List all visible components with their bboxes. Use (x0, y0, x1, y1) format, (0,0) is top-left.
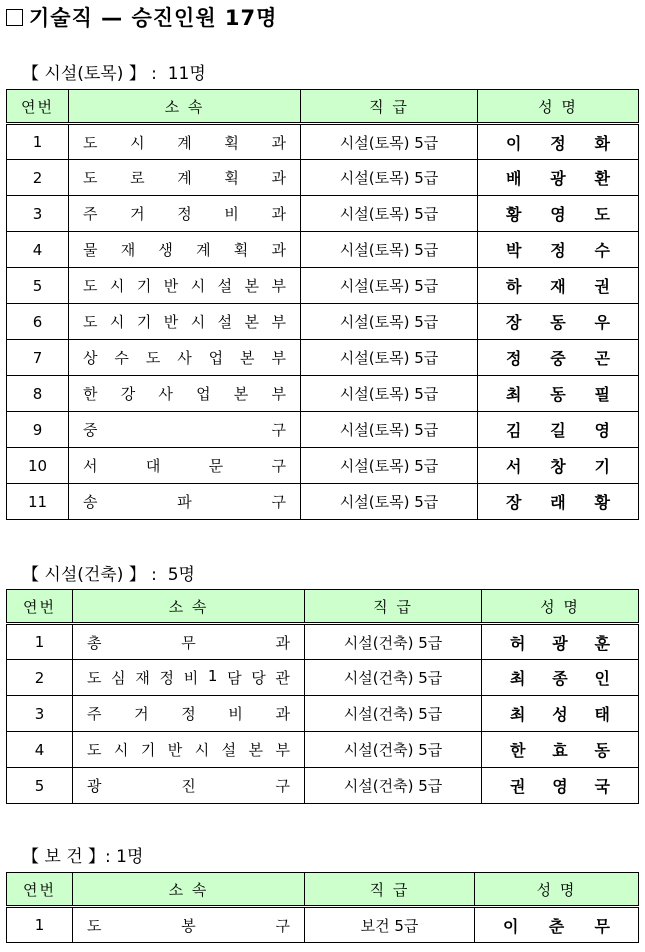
table-row (7, 268, 639, 304)
header-department: 소 속 (73, 590, 305, 624)
person-name: 황 영 도 (506, 205, 610, 224)
department-cell (69, 124, 301, 160)
section-heading-health: 【 보 건 】: 1명 (22, 847, 144, 867)
grade-cell: 보건 5급 (305, 907, 475, 943)
grade-cell: 시설(토목) 5급 (301, 340, 478, 376)
grade-cell: 시설(토목) 5급 (301, 304, 478, 340)
grade-cell: 시설(건축) 5급 (305, 732, 482, 768)
grade-cell: 시설(토목) 5급 (301, 376, 478, 412)
header-grade: 직 급 (301, 90, 478, 124)
name-cell (482, 624, 639, 660)
name-cell (478, 160, 639, 196)
table-header-row (7, 90, 639, 124)
department-text: 도 로 계 획 과 (83, 169, 286, 187)
department-text: 도 시 기 반 시 설 본 부 (83, 313, 286, 331)
row-number: 5 (7, 768, 73, 804)
table-row (7, 124, 639, 160)
header-grade: 직 급 (305, 873, 475, 907)
name-cell (478, 268, 639, 304)
person-name: 허 광 훈 (510, 633, 610, 653)
department-cell (73, 768, 305, 804)
grade-cell: 시설(건축) 5급 (305, 624, 482, 660)
department-cell (73, 624, 305, 660)
table-header-row (7, 873, 639, 907)
person-name: 장 동 우 (506, 313, 610, 332)
department-text: 한 강 사 업 본 부 (83, 385, 286, 403)
department-text: 서 대 문 구 (83, 457, 286, 475)
grade-cell: 시설(토목) 5급 (301, 448, 478, 484)
department-cell (69, 340, 301, 376)
department-cell (73, 696, 305, 732)
header-grade: 직 급 (305, 590, 482, 624)
health-table (6, 872, 639, 943)
department-text: 도 시 계 획 과 (83, 133, 286, 152)
grade-cell: 시설(건축) 5급 (305, 768, 482, 804)
row-number: 5 (7, 268, 69, 304)
person-name: 김 길 영 (506, 421, 610, 440)
name-cell (478, 484, 639, 520)
person-name: 박 정 수 (506, 241, 610, 260)
section-heading-civil: 【 시설(토목) 】 : 11명 (22, 64, 206, 84)
name-cell (475, 907, 639, 943)
grade-cell: 시설(토목) 5급 (301, 196, 478, 232)
person-name: 배 광 환 (506, 169, 610, 188)
table-row (7, 624, 639, 660)
header-number: 연번 (7, 90, 69, 124)
section-heading-architecture: 【 시설(건축) 】 : 5명 (22, 565, 195, 585)
department-text: 도 시 기 반 시 설 본 부 (83, 277, 286, 295)
table-row (7, 196, 639, 232)
department-text: 물 재 생 계 획 과 (83, 241, 286, 259)
table-row (7, 412, 639, 448)
table-row (7, 376, 639, 412)
person-name: 이 춘 무 (503, 916, 610, 936)
department-text: 도 심 재 정 비 1 담 당 관 (87, 667, 290, 687)
row-number: 4 (7, 732, 73, 768)
header-department: 소 속 (69, 90, 301, 124)
header-department: 소 속 (73, 873, 305, 907)
department-cell (69, 232, 301, 268)
table-row (7, 696, 639, 732)
table-row (7, 732, 639, 768)
page-title-text: 기술직 — 승진인원 17명 (29, 6, 278, 30)
table-row (7, 448, 639, 484)
row-number: 4 (7, 232, 69, 268)
department-cell (69, 484, 301, 520)
grade-cell: 시설(토목) 5급 (301, 232, 478, 268)
row-number: 1 (7, 907, 73, 943)
checkbox-icon (6, 9, 23, 26)
table-row (7, 340, 639, 376)
name-cell (478, 376, 639, 412)
department-cell (69, 160, 301, 196)
person-name: 최 성 태 (510, 705, 610, 724)
table-row (7, 907, 639, 943)
department-cell (69, 448, 301, 484)
person-name: 최 종 인 (510, 669, 610, 688)
person-name: 한 효 동 (510, 741, 610, 760)
grade-cell: 시설(토목) 5급 (301, 412, 478, 448)
department-cell (69, 412, 301, 448)
row-number: 11 (7, 484, 69, 520)
grade-cell: 시설(토목) 5급 (301, 484, 478, 520)
name-cell (478, 448, 639, 484)
name-cell (478, 196, 639, 232)
department-text: 상 수 도 사 업 본 부 (83, 349, 286, 367)
grade-cell: 시설(토목) 5급 (301, 160, 478, 196)
person-name: 이 정 화 (506, 133, 610, 153)
row-number: 10 (7, 448, 69, 484)
table-row (7, 232, 639, 268)
row-number: 7 (7, 340, 69, 376)
header-number: 연번 (7, 873, 73, 907)
department-text: 도 시 기 반 시 설 본 부 (87, 741, 290, 759)
name-cell (482, 732, 639, 768)
department-cell (69, 268, 301, 304)
header-name: 성 명 (482, 590, 639, 624)
name-cell (482, 696, 639, 732)
name-cell (478, 304, 639, 340)
row-number: 8 (7, 376, 69, 412)
grade-cell: 시설(건축) 5급 (305, 660, 482, 696)
civil-engineering-table (6, 89, 639, 520)
department-text: 주 거 정 비 과 (87, 705, 290, 723)
department-text: 총 무 과 (87, 633, 290, 652)
department-text: 주 거 정 비 과 (83, 205, 286, 223)
person-name: 장 래 황 (506, 493, 610, 512)
row-number: 6 (7, 304, 69, 340)
architecture-table (6, 589, 639, 804)
person-name: 정 중 곤 (506, 349, 610, 368)
department-cell (73, 907, 305, 943)
page-title (6, 4, 277, 30)
department-cell (69, 376, 301, 412)
department-text: 광 진 구 (87, 777, 290, 795)
name-cell (478, 232, 639, 268)
header-name: 성 명 (475, 873, 639, 907)
person-name: 하 재 권 (506, 277, 610, 296)
row-number: 3 (7, 696, 73, 732)
row-number: 2 (7, 160, 69, 196)
header-number: 연번 (7, 590, 73, 624)
department-cell (69, 196, 301, 232)
grade-cell: 시설(토목) 5급 (301, 124, 478, 160)
table-row (7, 484, 639, 520)
table-row (7, 660, 639, 696)
department-cell (73, 660, 305, 696)
table-row (7, 304, 639, 340)
department-text: 도 봉 구 (87, 916, 290, 935)
department-cell (69, 304, 301, 340)
grade-cell: 시설(건축) 5급 (305, 696, 482, 732)
person-name: 최 동 필 (506, 385, 610, 404)
name-cell (478, 124, 639, 160)
department-cell (73, 732, 305, 768)
row-number: 9 (7, 412, 69, 448)
person-name: 서 창 기 (506, 457, 610, 476)
name-cell (478, 412, 639, 448)
person-name: 권 영 국 (510, 777, 610, 796)
grade-cell: 시설(토목) 5급 (301, 268, 478, 304)
table-row (7, 768, 639, 804)
row-number: 1 (7, 624, 73, 660)
name-cell (478, 340, 639, 376)
department-text: 중 구 (83, 421, 286, 439)
row-number: 2 (7, 660, 73, 696)
name-cell (482, 660, 639, 696)
row-number: 3 (7, 196, 69, 232)
name-cell (482, 768, 639, 804)
table-row (7, 160, 639, 196)
department-text: 송 파 구 (83, 493, 286, 511)
header-name: 성 명 (478, 90, 639, 124)
table-header-row (7, 590, 639, 624)
row-number: 1 (7, 124, 69, 160)
